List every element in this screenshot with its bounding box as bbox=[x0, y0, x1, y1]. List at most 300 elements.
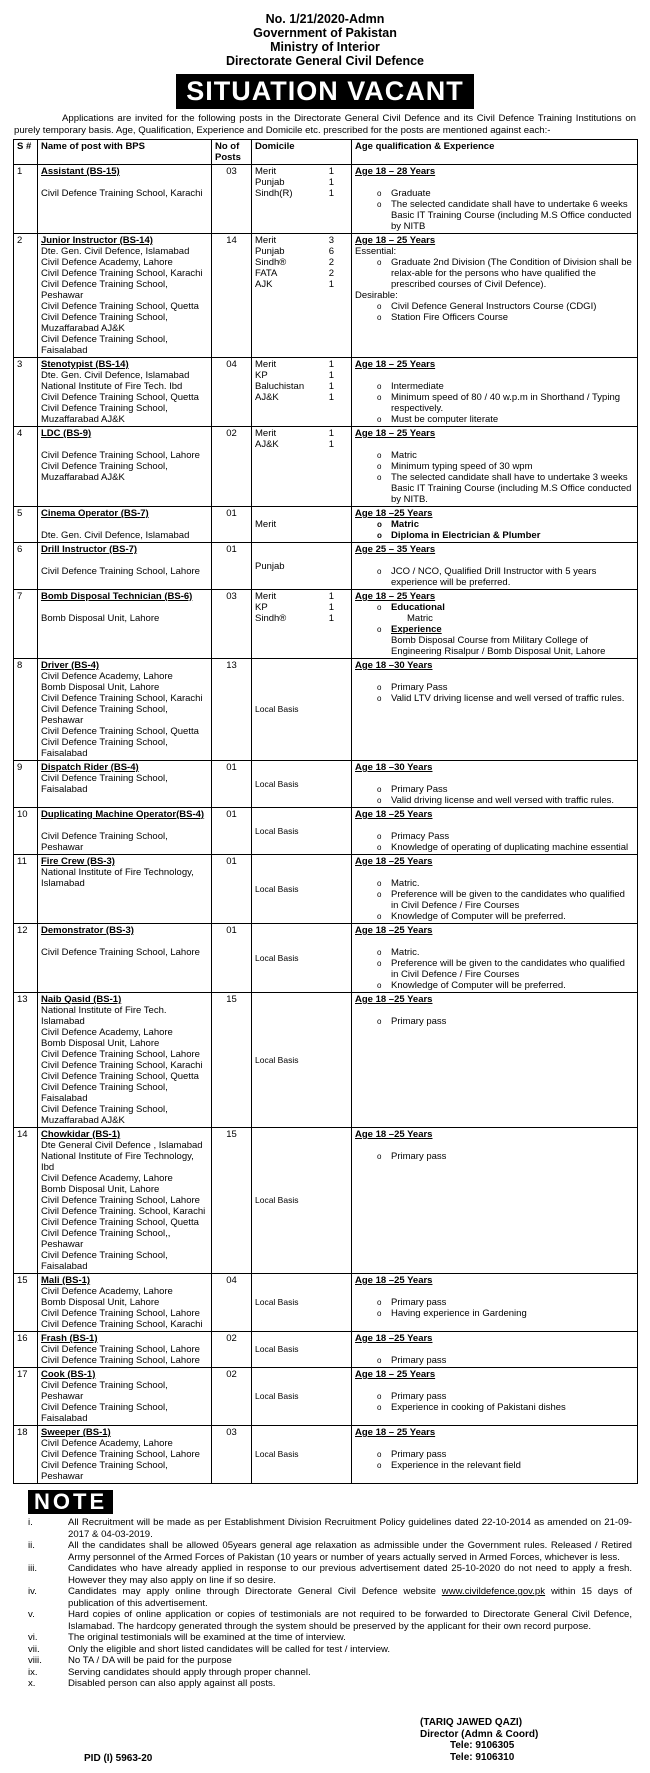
domicile-seats: 1 bbox=[328, 188, 334, 199]
spacer bbox=[41, 936, 208, 947]
spacer bbox=[355, 177, 634, 188]
qualification-item: o Must be computer literate bbox=[391, 414, 634, 425]
qualification-cell bbox=[352, 427, 638, 507]
posts-count: 01 bbox=[226, 809, 237, 820]
posting-unit: Civil Defence Training School, Peshawar bbox=[41, 279, 168, 301]
situation-vacant-banner: SITUATION VACANT bbox=[176, 74, 473, 109]
domicile-basis: Local Basis bbox=[255, 883, 299, 894]
posting-unit: Civil Defence Training School, Lahore bbox=[41, 1344, 200, 1355]
signatory-title: Director (Admn & Coord) bbox=[420, 1728, 539, 1740]
post-title: Duplicating Machine Operator(BS-4) bbox=[41, 809, 205, 820]
posting-unit: Civil Defence Training School, Muzaffarabad AJ&K bbox=[41, 312, 168, 334]
qualification-list bbox=[355, 381, 634, 425]
header-serial: S # bbox=[14, 140, 38, 165]
note-text: Hard copies of online application or copies of testimonials are not required to be forwarded to Directorate General Civil Defence, Islamabad. The hardcopy generated through the system should be preserved by the applicant for their own record purpose. bbox=[68, 1609, 632, 1632]
table-row bbox=[14, 234, 638, 358]
domicile-cell bbox=[252, 1128, 352, 1274]
table-row bbox=[14, 924, 638, 993]
qualification-cell bbox=[352, 855, 638, 924]
posts-count-cell bbox=[212, 590, 252, 659]
posting-unit: Civil Defence Academy, Lahore bbox=[41, 1027, 173, 1038]
post-cell bbox=[38, 358, 212, 427]
domicile-quota bbox=[255, 613, 348, 624]
qualification-item: o Valid LTV driving license and well versed of traffic rules. bbox=[391, 693, 634, 704]
qualification-item: o Primary Pass bbox=[391, 784, 634, 795]
essential-qualifications bbox=[355, 257, 634, 290]
qualification-item: o Graduate 2nd Division (The Condition of Division shall be relax-able for the persons who have qualified the prescribed courses of Civil Defence). bbox=[391, 257, 634, 290]
note-item bbox=[28, 1517, 632, 1540]
posting-unit: Civil Defence Training School, Faisalabad bbox=[41, 737, 168, 759]
qualification-list bbox=[355, 1355, 634, 1366]
serial-cell bbox=[14, 1274, 38, 1332]
table-row bbox=[14, 590, 638, 659]
qualification-item: o Experience in cooking of Pakistani dishes bbox=[391, 1402, 634, 1413]
letterhead bbox=[0, 0, 650, 68]
posting-unit: Civil Defence Training School, Karachi bbox=[41, 1319, 203, 1330]
age-limit: Age 18 – 25 Years bbox=[355, 1427, 436, 1438]
posting-unit: Civil Defence Training School, Karachi bbox=[41, 693, 203, 704]
qualification-item: o Graduate bbox=[391, 188, 634, 199]
table-row bbox=[14, 1332, 638, 1368]
age-limit: Age 18 –30 Years bbox=[355, 762, 433, 773]
qualification-cell bbox=[352, 543, 638, 590]
serial-cell bbox=[14, 808, 38, 855]
domicile-basis: Merit bbox=[255, 519, 277, 530]
qualification-item: o Minimum typing speed of 30 wpm bbox=[391, 461, 634, 472]
age-limit: Age 18 –25 Years bbox=[355, 925, 433, 936]
posting-unit: Civil Defence Training School, Lahore bbox=[41, 1449, 200, 1460]
note-text: Only the eligible and short listed candidates will be called for test / interview. bbox=[68, 1643, 391, 1655]
qualification-item: o Matric bbox=[391, 450, 634, 461]
spacer bbox=[355, 936, 634, 947]
note-text: Disabled person can also apply against all posts. bbox=[68, 1678, 276, 1689]
spacer bbox=[355, 1286, 634, 1297]
qualification-cell bbox=[352, 1274, 638, 1332]
domicile-seats: 1 bbox=[328, 279, 334, 290]
domicile-basis: Local Basis bbox=[255, 1195, 299, 1205]
posts-count: 01 bbox=[226, 925, 237, 936]
domicile-seats: 1 bbox=[328, 166, 334, 177]
domicile-seats: 1 bbox=[328, 602, 334, 613]
spacer bbox=[355, 1438, 634, 1449]
domicile-basis: Local Basis bbox=[255, 952, 299, 963]
serial-number: 13 bbox=[17, 994, 28, 1005]
experience-label: o Experience bbox=[391, 624, 442, 635]
table-row bbox=[14, 507, 638, 543]
posts-count-cell bbox=[212, 507, 252, 543]
domicile-seats: 1 bbox=[328, 359, 334, 370]
post-title: Assistant (BS-15) bbox=[41, 166, 120, 177]
note-number: iv. bbox=[28, 1586, 37, 1597]
domicile-quota bbox=[255, 602, 348, 613]
post-title: Cook (BS-1) bbox=[41, 1369, 96, 1380]
posts-count: 02 bbox=[226, 428, 237, 439]
spacer bbox=[41, 555, 208, 566]
posting-unit: Civil Defence Training School, Muzaffarabad AJ&K bbox=[41, 461, 168, 483]
domicile-quota bbox=[255, 370, 348, 381]
serial-cell bbox=[14, 507, 38, 543]
domicile-basis: Local Basis bbox=[255, 825, 299, 836]
posting-unit: Bomb Disposal Unit, Lahore bbox=[41, 613, 160, 624]
note-number: iii. bbox=[28, 1563, 38, 1574]
age-limit: Age 18 –25 Years bbox=[355, 1129, 433, 1140]
post-title: Demonstrator (BS-3) bbox=[41, 925, 134, 936]
qualification-list bbox=[355, 682, 634, 704]
posting-unit: Civil Defence Training School, Lahore bbox=[41, 947, 200, 958]
serial-number: 7 bbox=[17, 591, 23, 602]
qualification-item: o Primacy Pass bbox=[391, 831, 634, 842]
posting-unit: Dte. Gen. Civil Defence, Islamabad bbox=[41, 246, 190, 257]
post-cell bbox=[38, 924, 212, 993]
qualification-item: o Matric bbox=[391, 519, 634, 530]
qualification-cell bbox=[352, 1128, 638, 1274]
note-number: viii. bbox=[28, 1655, 42, 1666]
age-limit: Age 18 –30 Years bbox=[355, 660, 433, 671]
qualification-item: o Primary pass bbox=[391, 1355, 634, 1366]
spacer bbox=[355, 773, 634, 784]
table-row bbox=[14, 1368, 638, 1426]
qualification-item: o JCO / NCO, Qualified Drill Instructor with 5 years experience will be preferred. bbox=[391, 566, 634, 588]
serial-number: 4 bbox=[17, 428, 23, 439]
qualification-list bbox=[355, 784, 634, 806]
posts-count: 01 bbox=[226, 544, 237, 555]
posts-count-cell bbox=[212, 1274, 252, 1332]
posting-unit: Civil Defence Academy, Lahore bbox=[41, 257, 173, 268]
spacer bbox=[355, 867, 634, 878]
ministry-name: Ministry of Interior bbox=[270, 40, 380, 54]
spacer bbox=[355, 1380, 634, 1391]
posts-count: 03 bbox=[226, 591, 237, 602]
note-number: ii. bbox=[28, 1540, 35, 1551]
table-row bbox=[14, 808, 638, 855]
table-row bbox=[14, 1426, 638, 1484]
qualification-cell bbox=[352, 358, 638, 427]
domicile-region: Merit bbox=[255, 359, 277, 370]
posts-count: 03 bbox=[226, 1427, 237, 1438]
qualification-item: o Knowledge of Computer will be preferred. bbox=[391, 980, 634, 991]
qualification-cell bbox=[352, 993, 638, 1128]
note-text: All the candidates shall be allowed 05years general age relaxation as admissible under the Government rules. Released / Retired Army personnel of the Armed Forces of Pakistan (10 years or number of years actually served in Armed Forces, whichever is less. bbox=[68, 1540, 632, 1563]
table-row bbox=[14, 761, 638, 808]
table-header-row bbox=[14, 140, 638, 165]
domicile-cell bbox=[252, 855, 352, 924]
posting-unit: Civil Defence Training School, Lahore bbox=[41, 1195, 200, 1206]
note-text: All Recruitment will be made as per Establishment Division Recruitment Policy guidelines dated 22-10-2014 as amended on 21-09-2017 & 04-03-2019. bbox=[68, 1517, 632, 1540]
posting-unit: Dte General Civil Defence , Islamabad bbox=[41, 1140, 203, 1151]
post-title: Driver (BS-4) bbox=[41, 660, 100, 671]
serial-number: 11 bbox=[17, 856, 27, 867]
post-cell bbox=[38, 543, 212, 590]
posts-count-cell bbox=[212, 808, 252, 855]
qualification-item: o Primary Pass bbox=[391, 682, 634, 693]
domicile-quota bbox=[255, 268, 348, 279]
domicile-basis: Punjab bbox=[255, 560, 285, 572]
qualification-list bbox=[355, 1449, 634, 1471]
serial-number: 18 bbox=[17, 1427, 28, 1438]
posts-count: 01 bbox=[226, 762, 237, 773]
qualification-item: o Primary pass bbox=[391, 1297, 634, 1308]
spacer bbox=[355, 671, 634, 682]
domicile-region: Sindh® bbox=[255, 613, 287, 624]
domicile-region: Punjab bbox=[255, 246, 285, 257]
post-title: Junior Instructor (BS-14) bbox=[41, 235, 153, 246]
domicile-region: Merit bbox=[255, 428, 277, 439]
post-title: Sweeper (BS-1) bbox=[41, 1427, 111, 1438]
age-limit: Age 18 – 28 Years bbox=[355, 166, 436, 177]
posting-unit: Civil Defence Training School, Peshawar bbox=[41, 704, 168, 726]
age-limit: Age 18 – 25 Years bbox=[355, 235, 436, 246]
domicile-cell bbox=[252, 924, 352, 993]
domicile-region: Punjab bbox=[255, 177, 285, 188]
table-row bbox=[14, 543, 638, 590]
domicile-seats: 1 bbox=[328, 370, 334, 381]
domicile-quota bbox=[255, 591, 348, 602]
posting-unit: Civil Defence Training School, Quetta bbox=[41, 1071, 199, 1082]
posts-count: 15 bbox=[226, 1129, 237, 1140]
serial-number: 3 bbox=[17, 359, 23, 370]
posting-unit: Civil Defence Training School, Karachi bbox=[41, 268, 203, 279]
post-cell bbox=[38, 507, 212, 543]
post-cell bbox=[38, 808, 212, 855]
qualification-cell bbox=[352, 234, 638, 358]
posting-unit: Civil Defence Training School, Faisalabad bbox=[41, 1250, 168, 1272]
qualification-list bbox=[355, 831, 634, 853]
domicile-cell bbox=[252, 543, 352, 590]
table-row bbox=[14, 427, 638, 507]
domicile-seats: 1 bbox=[328, 591, 334, 602]
posts-count: 03 bbox=[226, 166, 237, 177]
educational-text: Matric bbox=[407, 613, 433, 624]
serial-cell bbox=[14, 1426, 38, 1484]
qualification-cell bbox=[352, 1332, 638, 1368]
domicile-cell bbox=[252, 1368, 352, 1426]
age-limit: Age 18 –25 Years bbox=[355, 508, 433, 519]
domicile-basis: Local Basis bbox=[255, 1344, 299, 1354]
posting-unit: Civil Defence Training School, Faisalabad bbox=[41, 334, 168, 356]
qualification-item: o Minimum speed of 80 / 40 w.p.m in Shorthand / Typing respectively. bbox=[391, 392, 634, 414]
domicile-basis: Local Basis bbox=[255, 778, 299, 789]
post-title: Drill Instructor (BS-7) bbox=[41, 544, 138, 555]
domicile-cell bbox=[252, 165, 352, 234]
qualification-cell bbox=[352, 761, 638, 808]
note-number: vi. bbox=[28, 1632, 38, 1643]
qualification-list bbox=[355, 519, 634, 541]
posts-count-cell bbox=[212, 358, 252, 427]
notes-list bbox=[28, 1517, 633, 1690]
domicile-basis: Local Basis bbox=[255, 704, 299, 714]
domicile-cell bbox=[252, 761, 352, 808]
posts-count-cell bbox=[212, 165, 252, 234]
post-cell bbox=[38, 993, 212, 1128]
domicile-seats: 1 bbox=[328, 177, 334, 188]
domicile-region: Sindh® bbox=[255, 257, 287, 268]
qualification-cell bbox=[352, 924, 638, 993]
qualification-item: o Matric. bbox=[391, 878, 634, 889]
note-item bbox=[28, 1609, 632, 1632]
domicile-quota bbox=[255, 188, 348, 199]
qualification-list bbox=[355, 1151, 634, 1162]
domicile-cell bbox=[252, 808, 352, 855]
experience-text: Bomb Disposal Course from Military College of Engineering Risalpur / Bomb Disposal Unit, Lahore bbox=[391, 635, 606, 657]
serial-cell bbox=[14, 761, 38, 808]
posts-count: 01 bbox=[226, 856, 237, 867]
table-row bbox=[14, 993, 638, 1128]
note-item bbox=[28, 1643, 632, 1656]
domicile-region: Baluchistan bbox=[255, 381, 305, 392]
spacer bbox=[355, 820, 634, 831]
posting-unit: Civil Defence Training School, Peshawar bbox=[41, 1460, 168, 1482]
desirable-qualifications bbox=[355, 301, 634, 323]
posts-table bbox=[13, 139, 638, 1484]
post-title: Naib Qasid (BS-1) bbox=[41, 994, 122, 1005]
spacer bbox=[41, 177, 208, 188]
serial-cell bbox=[14, 358, 38, 427]
qualification-item: o Civil Defence General Instructors Course (CDGI) bbox=[391, 301, 634, 312]
note-number: ix. bbox=[28, 1666, 38, 1678]
posting-unit: Bomb Disposal Unit, Lahore bbox=[41, 1297, 160, 1308]
domicile-region: Sindh(R) bbox=[255, 188, 293, 199]
qualification-cell bbox=[352, 808, 638, 855]
posts-count-cell bbox=[212, 924, 252, 993]
header-age-qualification: Age qualification & Experience bbox=[352, 140, 638, 165]
note-item bbox=[28, 1655, 632, 1667]
qualification-list bbox=[355, 450, 634, 505]
post-title: Bomb Disposal Technician (BS-6) bbox=[41, 591, 193, 602]
qualification-item: o The selected candidate shall have to undertake 3 weeks Basic IT Training Course (including M.S Office conducted by NITB. bbox=[391, 472, 634, 505]
post-title: Mali (BS-1) bbox=[41, 1275, 91, 1286]
qualification-cell bbox=[352, 165, 638, 234]
posts-count: 02 bbox=[226, 1369, 237, 1380]
posts-count-cell bbox=[212, 761, 252, 808]
posts-count-cell bbox=[212, 1426, 252, 1484]
posts-count: 01 bbox=[226, 508, 237, 519]
table-row bbox=[14, 1128, 638, 1274]
posting-unit: Dte. Gen. Civil Defence, Islamabad bbox=[41, 530, 190, 541]
note-item bbox=[28, 1632, 632, 1644]
posting-unit: National Institute of Fire Tech. Islamabad bbox=[41, 1005, 167, 1027]
serial-cell bbox=[14, 659, 38, 761]
posting-unit: Civil Defence Training School, Lahore bbox=[41, 450, 200, 461]
posting-unit: Civil Defence Training. School, Karachi bbox=[41, 1206, 206, 1217]
signatory-name: (TARIQ JAWED QAZI) bbox=[420, 1717, 523, 1728]
post-title: Fire Crew (BS-3) bbox=[41, 856, 115, 867]
serial-number: 8 bbox=[17, 660, 23, 671]
posting-unit: Civil Defence Training School, Quetta bbox=[41, 726, 199, 737]
serial-cell bbox=[14, 1368, 38, 1426]
qualification-item: o Having experience in Gardening bbox=[391, 1308, 634, 1319]
qualification-list bbox=[355, 1016, 634, 1027]
serial-cell bbox=[14, 924, 38, 993]
posting-unit: Civil Defence Academy, Lahore bbox=[41, 671, 173, 682]
note-text-continued: within 15 days of publication of this advertisement. bbox=[68, 1586, 633, 1609]
qualification-item: o Preference will be given to the candidates who qualified in Civil Defence / Fire Courses bbox=[391, 889, 634, 911]
qualification-item: o Knowledge of operating of duplicating machine essential bbox=[391, 842, 634, 853]
domicile-cell bbox=[252, 590, 352, 659]
serial-cell bbox=[14, 234, 38, 358]
domicile-quota bbox=[255, 392, 348, 403]
posts-count-cell bbox=[212, 1368, 252, 1426]
spacer bbox=[355, 1005, 634, 1016]
posts-count-cell bbox=[212, 1128, 252, 1274]
age-limit: Age 18 – 25 Years bbox=[355, 428, 436, 439]
post-title: Stenotypist (BS-14) bbox=[41, 359, 129, 370]
table-row bbox=[14, 855, 638, 924]
note-number: vii. bbox=[28, 1643, 40, 1655]
posting-unit: Civil Defence Training School, Peshawar bbox=[41, 1380, 168, 1402]
serial-number: 15 bbox=[17, 1275, 28, 1286]
note-text: Candidates who have already applied in response to our previous advertisement dated 25-10-2020 do not need to apply a fresh. However they may also apply on line if so desire. bbox=[68, 1563, 632, 1586]
qualification-cell bbox=[352, 659, 638, 761]
header-post-name: Name of post with BPS bbox=[38, 140, 212, 165]
qualification-item: o Valid driving license and well versed with traffic rules. bbox=[391, 795, 634, 806]
qualification-list bbox=[355, 1297, 634, 1319]
spacer bbox=[355, 1344, 634, 1355]
post-title: Frash (BS-1) bbox=[41, 1333, 98, 1344]
domicile-region: Merit bbox=[255, 166, 277, 177]
posting-unit: Civil Defence Training School, Quetta bbox=[41, 1217, 199, 1228]
posts-count: 02 bbox=[226, 1333, 237, 1344]
website-link[interactable]: www.civildefence.gov.pk bbox=[441, 1586, 546, 1597]
domicile-seats: 3 bbox=[328, 235, 334, 246]
serial-cell bbox=[14, 590, 38, 659]
posting-unit: Civil Defence Training School, Quetta bbox=[41, 392, 199, 403]
domicile-cell bbox=[252, 234, 352, 358]
experience-item bbox=[391, 624, 634, 657]
posts-count-cell bbox=[212, 543, 252, 590]
serial-number: 2 bbox=[17, 235, 23, 246]
posting-unit: Civil Defence Training School, Quetta bbox=[41, 301, 199, 312]
qualification-item: o Primary pass bbox=[391, 1151, 634, 1162]
qualification-cell bbox=[352, 1368, 638, 1426]
domicile-cell bbox=[252, 1426, 352, 1484]
post-cell bbox=[38, 761, 212, 808]
qualification-item: o The selected candidate shall have to undertake 6 weeks Basic IT Training Course (including M.S Office conducted by NITB bbox=[391, 199, 634, 232]
domicile-basis: Local Basis bbox=[255, 1054, 299, 1065]
posting-unit: Civil Defence Training School, Karachi bbox=[41, 188, 203, 199]
note-number: v. bbox=[28, 1609, 35, 1620]
note-item bbox=[28, 1678, 632, 1690]
domicile-region: Merit bbox=[255, 591, 277, 602]
age-limit: Age 18 –25 Years bbox=[355, 856, 433, 867]
qualification-list bbox=[355, 1391, 634, 1413]
pid-number: PID (I) 5963-20 bbox=[84, 1753, 153, 1764]
posting-unit: Dte. Gen. Civil Defence, Islamabad bbox=[41, 370, 190, 381]
serial-number: 1 bbox=[17, 166, 23, 177]
posts-count: 14 bbox=[226, 235, 237, 246]
domicile-basis: Local Basis bbox=[255, 1449, 299, 1459]
serial-number: 10 bbox=[17, 809, 28, 820]
note-item bbox=[28, 1540, 632, 1563]
post-cell bbox=[38, 1368, 212, 1426]
post-cell bbox=[38, 659, 212, 761]
table-row bbox=[14, 358, 638, 427]
educational-item bbox=[391, 602, 634, 624]
government-name: Government of Pakistan bbox=[253, 26, 397, 40]
qualification-cell bbox=[352, 507, 638, 543]
post-cell bbox=[38, 590, 212, 659]
spacer bbox=[355, 1140, 634, 1151]
posting-unit: National Institute of Fire Technology, Islamabad bbox=[41, 867, 194, 889]
posting-unit: National Institute of Fire Tech. Ibd bbox=[41, 381, 183, 392]
telephone-2: Tele: 9106310 bbox=[450, 1751, 515, 1763]
qualification-list bbox=[355, 566, 634, 588]
domicile-seats: 1 bbox=[328, 613, 334, 624]
domicile-basis: Local Basis bbox=[255, 1297, 299, 1307]
domicile-seats: 2 bbox=[328, 268, 334, 279]
domicile-quota bbox=[255, 359, 348, 370]
domicile-quota bbox=[255, 279, 348, 290]
telephone-1: Tele: 9106305 bbox=[450, 1740, 515, 1751]
